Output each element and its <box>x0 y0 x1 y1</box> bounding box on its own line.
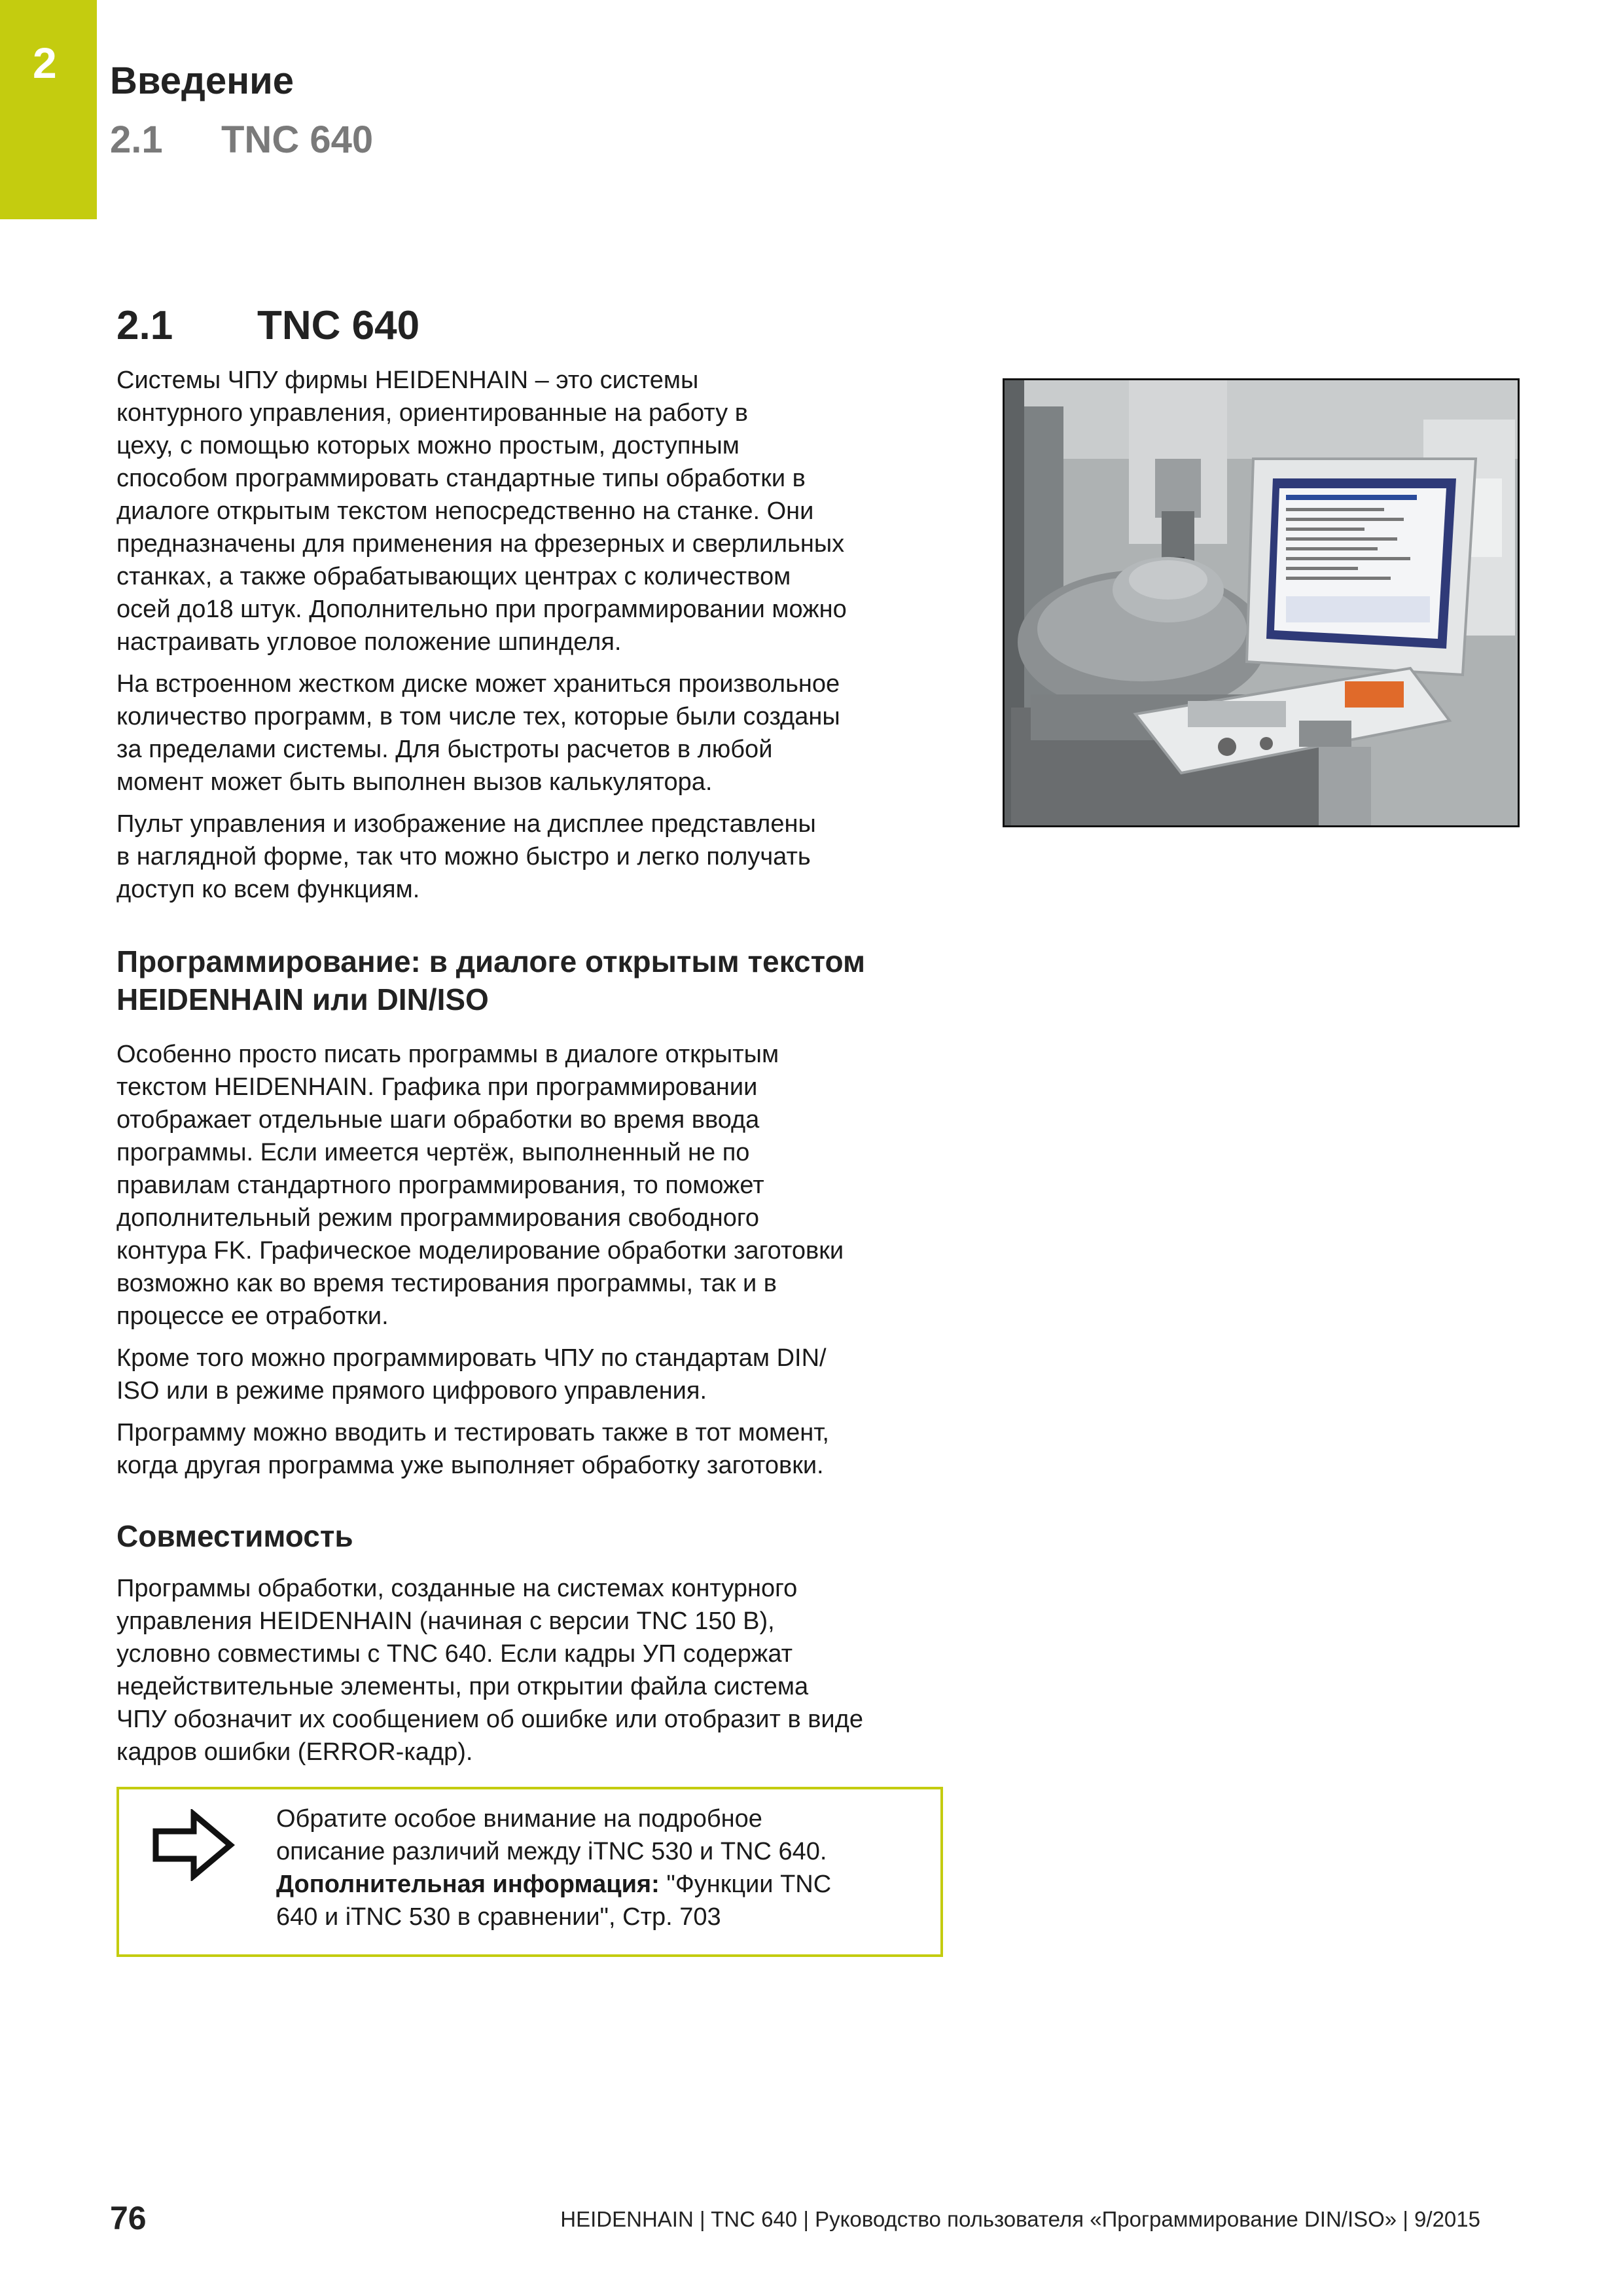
note-box <box>116 1787 943 1957</box>
paragraph: На встроенном жестком диске может храниться произвольное количество программ, в том числе тех, которые были созданы за пределами системы. Для быстроты расчетов в любой момент может быть выполнен вызов калькулятора. <box>116 670 840 796</box>
note-reference-link[interactable]: 640 и iTNC 530 в сравнении", Стр. 703 <box>276 1903 721 1931</box>
footer-text: HEIDENHAIN | TNC 640 | Руководство пользователя «Программирование DIN/ISO» | 9/2015 <box>560 2207 1480 2231</box>
section-title: TNC 640 <box>257 303 420 348</box>
paragraph: Программы обработки, созданные на системах контурного управления HEIDENHAIN (начиная с версии TNC 150 B), условно совместимы с TNC 640. Если кадры УП содержат недействительные элементы, при открытии файла система ЧПУ обозначит их сообщением об ошибке или отобразит в виде кадров ошибки (ERROR-кадр). <box>116 1575 863 1766</box>
paragraph: Особенно просто писать программы в диалоге открытым текстом HEIDENHAIN. Графика при программировании отображает отдельные шаги обработки во время ввода программы. Если имеется чертёж, выполненный не по правилам стандартного программирования, то поможет дополнительный режим программирования свободного контура FK. Графическое моделирование обработки заготовки возможно как во время тестирования программы, так и в процессе ее отработки. <box>116 1041 844 1330</box>
machine-control-photo <box>1003 378 1520 827</box>
paragraph: Программу можно вводить и тестировать также в тот момент, когда другая программа уже выполняет обработку заготовки. <box>116 1419 829 1479</box>
compatibility-heading: Совместимость <box>116 1519 353 1553</box>
paragraph: Кроме того можно программировать ЧПУ по стандартам DIN/ ISO или в режиме прямого цифрового управления. <box>116 1344 827 1405</box>
compatibility-text <box>116 1572 980 1778</box>
section-heading <box>116 302 948 349</box>
note-text: Обратите особое внимание на подробное описание различий между iTNC 530 и TNC 640. Дополнительная информация: "Функции TNC 640 и iTNC 530 в сравнении", Стр. 703 <box>276 1805 832 1931</box>
chapter-tab <box>0 0 97 219</box>
running-section-title: TNC 640 <box>221 118 374 161</box>
paragraph: Системы ЧПУ фирмы HEIDENHAIN – это системы контурного управления, ориентированные на работу в цеху, с помощью которых можно простым, доступным способом программировать стандартные типы обработки в диалоге открытым текстом непосредственно на станке. Они предназначены для применения на фрезерных и сверлильных станках, а также обрабатывающих центрах с количеством осей до18 штук. Дополнительно при программировании можно настраивать угловое положение шпинделя. <box>116 367 847 656</box>
intro-text <box>116 364 967 915</box>
note-label: Дополнительная информация: <box>276 1871 660 1898</box>
running-section-number: 2.1 <box>110 118 163 161</box>
page-number: 76 <box>110 2200 147 2236</box>
paragraph: Пульт управления и изображение на дисплее представлены в наглядной форме, так что можно быстро и легко получать доступ ко всем функциям. <box>116 810 816 903</box>
programming-text <box>116 1038 980 1491</box>
running-section-header <box>110 118 373 162</box>
programming-heading: Программирование: в диалоге открытым текстом HEIDENHAIN или DIN/ISO <box>116 944 866 1016</box>
section-number: 2.1 <box>116 303 173 348</box>
arrow-right-icon <box>151 1809 236 1881</box>
chapter-title: Введение <box>110 60 294 102</box>
chapter-number: 2 <box>33 39 57 87</box>
